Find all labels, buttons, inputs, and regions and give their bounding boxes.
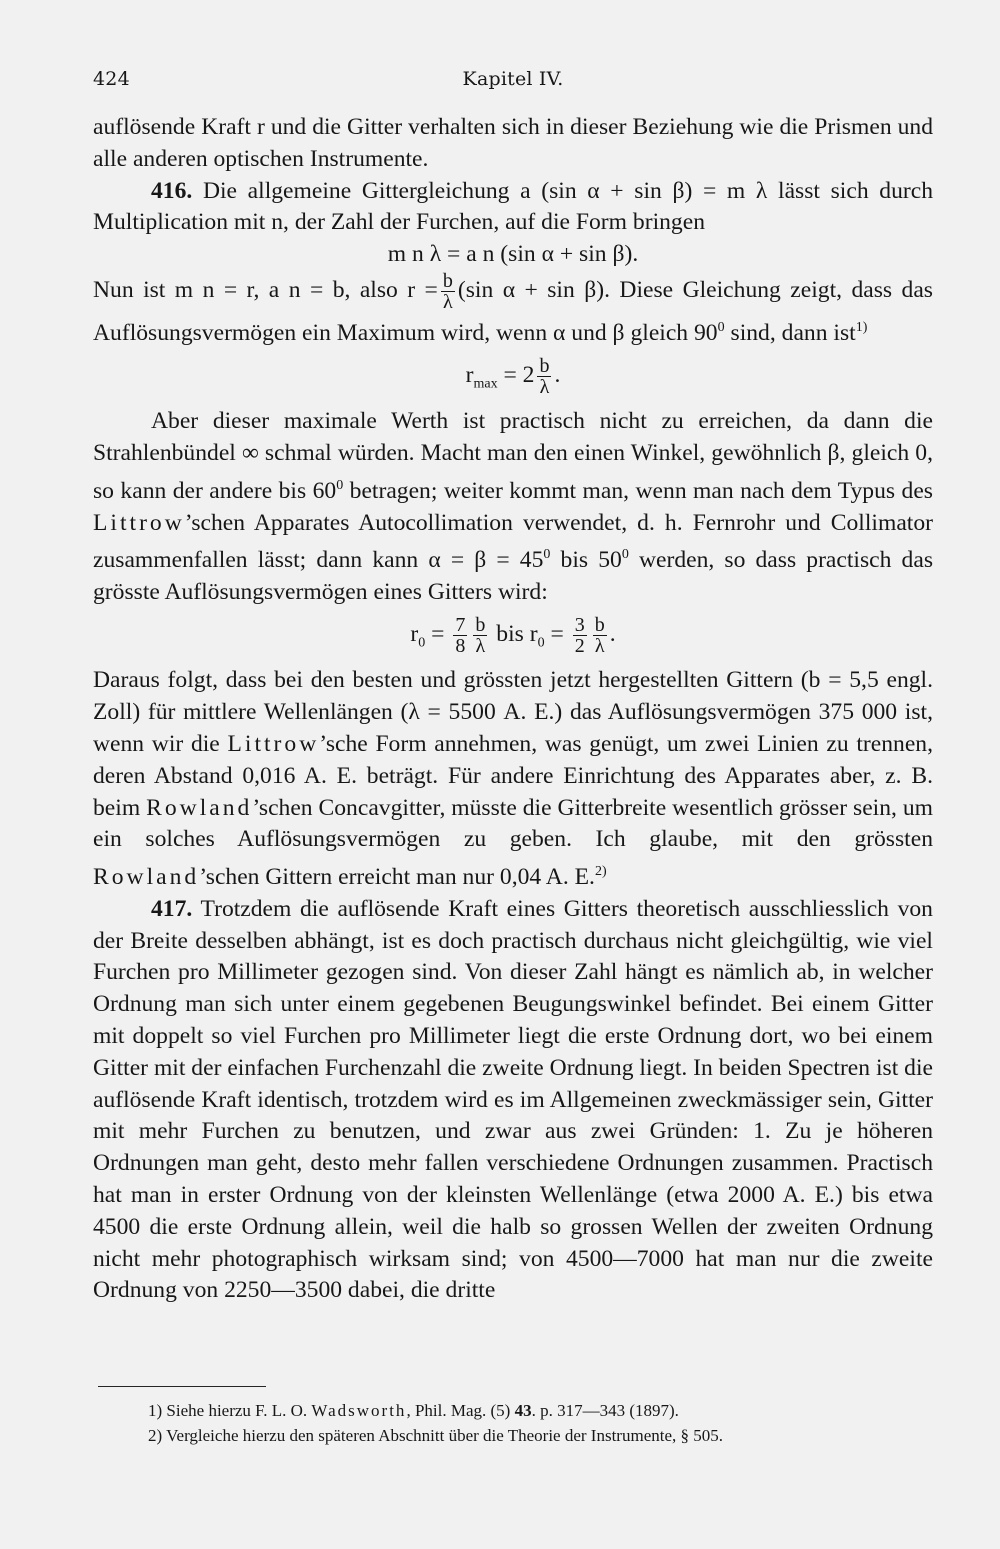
eq-symbol: = 2 <box>497 361 535 388</box>
page-number: 424 <box>93 68 130 90</box>
fraction-b-lambda <box>473 615 487 656</box>
volume-number: 43 <box>514 1401 532 1420</box>
fraction-7-8 <box>453 615 467 656</box>
footnote-divider <box>98 1386 266 1387</box>
section-416-text: Die allgemeine Gittergleichung a (sin α + sin β) = m λ lässt sich durch Multiplication mit n, der Zahl der Furchen, auf die Form bringen <box>93 177 933 236</box>
footnote-ref-2: 2) <box>594 864 607 880</box>
person-name: Rowland <box>93 864 200 891</box>
text-span: ’sche Form annehmen, was genügt, um zwei Linien zu trennen, deren Abstand 0,016 A. E. beträgt. Für andere Einrichtung des Apparates aber, z. B. beim <box>93 731 933 821</box>
footnote-1 <box>148 1398 928 1423</box>
running-title: Kapitel IV. <box>462 68 564 90</box>
fraction-denominator: λ <box>443 290 453 313</box>
eq-subscript: max <box>473 376 498 392</box>
eq-symbol: r <box>410 620 419 647</box>
fraction-numerator: 3 <box>574 613 585 636</box>
person-name: Rowland <box>146 794 253 821</box>
text-span: ’schen Apparates Autocollimation verwendet, d. h. Fernrohr und Collimator zusammenfallen lässt; dann kann α = β = 45 <box>93 509 933 574</box>
fraction-numerator: b <box>442 269 453 292</box>
degree-mark: 0 <box>717 319 725 335</box>
eq-symbol: r <box>529 620 538 647</box>
section-number-417: 417. <box>151 895 193 922</box>
text-span: Nun ist m n = r, a n = b, also r = <box>93 276 438 303</box>
footnote-label: 1) <box>148 1401 163 1420</box>
main-text <box>93 112 933 1307</box>
fraction-numerator: 7 <box>455 613 466 636</box>
text-span: betragen; weiter kommt man, wenn man nach dem Typus des <box>349 477 933 504</box>
section-number-416: 416. <box>151 177 193 204</box>
paragraph-resolving-power <box>93 271 933 350</box>
text-span: Aber dieser maximale Werth ist practisch nicht zu erreichen, da dann die Strahlenbündel ∞ schmal würden. Macht man den einen Winkel, gewöhnlich β, gleich 0, so kann der andere bis 60 <box>93 408 933 504</box>
fraction-numerator: b <box>539 354 550 377</box>
text-span: Daraus folgt, dass bei den besten und grössten jetzt hergestellten Gittern (b = 5,5 engl. Zoll) für mittlere Wellenlängen (λ = 5500 A. E.) das Auflösungsvermögen 375 000 ist, wenn wir die <box>93 667 933 758</box>
eq-symbol: r <box>465 361 474 388</box>
eq-subscript: 0 <box>537 635 545 651</box>
section-417-text: Trotzdem die auflösende Kraft eines Gitters theoretisch ausschliesslich von der Breite desselben abhängt, ist es doch practisch durchaus nicht gleichgültig, wie viel Furchen pro Millimeter gezogen sind. Von dieser Zahl hängt es nämlich ab, in welcher Ordnung man sich unter einem gegebenen Beugungswinkel befindet. Bei einem Gitter mit doppelt so viel Furchen pro Millimeter liegt die erste Ordnung dort, wo bei einem Gitter mit der einfachen Furchenzahl die zweite Ordnung liegt. In beiden Spectren ist die auflösende Kraft identisch, trotzdem wird es im Allgemeinen zweckmässiger sein, Gitter mit mehr Furchen zu benutzen, und zwar aus zwei Gründen: 1. Zu je höheren Ordnungen man geht, desto mehr fallen verschiedene Ordnungen zusammen. Practisch hat man in erster Ordnung von der kleinsten Wellenlänge (etwa 2000 A. E.) bis etwa 4500 die erste Ordnung allein, weil die halb so grossen Wellen der zweiten Ordnung nicht mehr photographisch wirksam sind; von 4500—7000 hat man nur die zweite Ordnung von 2250—3500 dabei, die dritte <box>93 895 933 1304</box>
eq-symbol: = <box>425 620 451 647</box>
text-span: Vergleiche hierzu den späteren Abschnitt über die Theorie der Instrumente, § 505. <box>166 1426 724 1445</box>
fraction-denominator: λ <box>475 634 486 657</box>
equation-rmax: $r_{max} = 2$ $\frac{b}{\lambda}$ . <box>465 354 561 398</box>
footnote-label: 2) <box>148 1426 163 1445</box>
paragraph-practical-limit <box>93 406 933 609</box>
text-span: sind, dann ist <box>730 319 856 346</box>
fraction-denominator: 2 <box>574 634 585 657</box>
equation-grating-n: m n λ = a n (sin α + sin β). <box>387 241 639 268</box>
text-span: . p. 317—343 (1897). <box>531 1401 679 1420</box>
section-417 <box>93 894 933 1307</box>
fraction-3-2 <box>573 615 587 656</box>
section-416 <box>93 176 933 240</box>
person-name: Littrow <box>93 509 185 536</box>
eq-symbol: = <box>544 620 570 647</box>
degree-mark: 0 <box>543 547 551 563</box>
fraction-numerator: b <box>475 613 486 636</box>
footnote-ref-1: 1) <box>855 319 868 335</box>
fraction-b-lambda <box>593 615 607 656</box>
text-span: (sin α + sin β). Diese Gleichung zeigt, dass das Auflösungsvermögen ein Maximum wird, wenn α und β gleich 90 <box>93 276 933 346</box>
fraction-denominator: λ <box>594 634 605 657</box>
person-name: Wadsworth <box>311 1401 407 1420</box>
text-span: , Phil. Mag. (5) <box>406 1401 511 1420</box>
text-span: werden, so dass practisch das grösste Auflösungsvermögen eines Gitters wird: <box>93 547 934 605</box>
text-span: ’schen Concavgitter, müsste die Gitterbreite wesentlich grösser sein, um ein solches Auflösungsvermögen zu geben. Ich glaube, mit den grössten <box>93 794 933 853</box>
fraction-denominator: λ <box>539 375 550 398</box>
footnote-2 <box>148 1423 928 1448</box>
fraction-b-lambda <box>441 271 455 312</box>
footnotes <box>148 1398 928 1448</box>
equation-r0: $r_0$ = $\frac{7}{8}$ $\frac{b}{\lambda}$ bis $r_0$ = $\frac{3}{2}$ $\frac{b}{\lambda}$ . <box>410 613 616 657</box>
person-name: Littrow <box>227 731 320 758</box>
paragraph-best-gratings <box>93 665 933 893</box>
text-span: Siehe hierzu F. L. O. <box>166 1401 308 1420</box>
text-span: ’schen Gittern erreicht man nur 0,04 A. E. <box>199 864 595 891</box>
degree-mark: 0 <box>336 477 344 493</box>
degree-mark: 0 <box>621 547 629 563</box>
text-span: bis 50 <box>560 547 622 574</box>
fraction-denominator: 8 <box>455 634 466 657</box>
eq-subscript: 0 <box>418 635 426 651</box>
fraction-b-lambda <box>537 356 551 397</box>
paragraph-intro: auflösende Kraft r und die Gitter verhalten sich in dieser Beziehung wie die Prismen und alle anderen optischen Instrumente. <box>93 114 933 172</box>
eq-symbol: bis <box>490 620 530 647</box>
fraction-numerator: b <box>594 613 605 636</box>
